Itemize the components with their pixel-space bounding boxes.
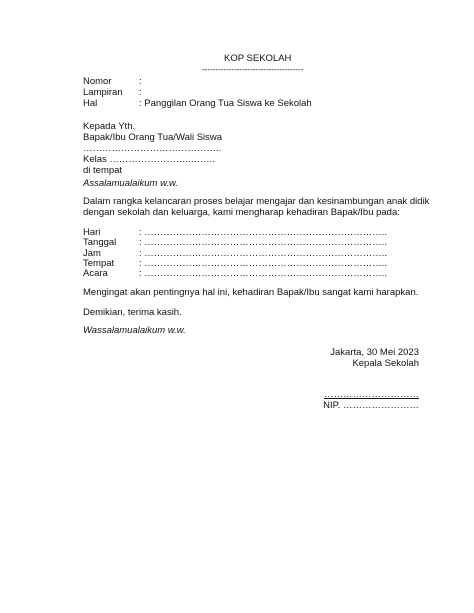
paragraph-2: Mengingat akan pentingnya hal ini, kehadiran Bapak/Ibu sangat kami harapkan. — [83, 287, 419, 298]
place-date: Jakarta, 30 Mei 2023 — [330, 347, 419, 358]
signature-name-line: ………………………… — [324, 389, 419, 400]
detail-value: : ………………………………………………………………….. — [139, 268, 388, 279]
address-line-4: Kelas ……………………..…….. — [83, 154, 215, 165]
address-line-2: Bapak/Ibu Orang Tua/Wali Siswa — [83, 132, 223, 143]
detail-label: Hari — [83, 227, 101, 238]
farewell: Wassalamualaikum w.w. — [83, 325, 186, 336]
thanks-line: Demikian, terima kasih. — [83, 307, 182, 318]
paragraph-1-line-2: dengan sekolah dan keluarga, kami mengharap kehadiran Bapak/Ibu pada: — [83, 207, 400, 218]
hal-value: : Panggilan Orang Tua Siswa ke Sekolah — [139, 98, 312, 109]
letterhead-title: KOP SEKOLAH — [224, 53, 292, 64]
detail-label: Tanggal — [83, 237, 117, 248]
address-line-1: Kepada Yth. — [83, 121, 136, 132]
nomor-label: Nomor — [83, 76, 112, 87]
lampiran-separator: : — [139, 87, 142, 98]
address-line-3: …………………………………….. — [83, 143, 222, 154]
address-line-5: di tempat — [83, 165, 123, 176]
hal-label: Hal — [83, 98, 98, 109]
detail-value: : ………………………………………………………………….. — [139, 248, 388, 259]
letterhead-rule: -------------------------------------- — [202, 65, 304, 74]
greeting: Assalamualaikum w.w. — [83, 178, 179, 189]
detail-label: Tempat — [83, 258, 115, 269]
detail-value: : ………………………………………………………………….. — [139, 258, 388, 269]
nip-line: NIP. …………………… — [323, 400, 419, 411]
detail-label: Acara — [83, 268, 108, 279]
nomor-separator: : — [139, 76, 142, 87]
paragraph-1-line-1: Dalam rangka kelancaran proses belajar mengajar dan kesinambungan anak didik — [83, 196, 430, 207]
signer-position: Kepala Sekolah — [352, 358, 419, 369]
lampiran-label: Lampiran — [83, 87, 123, 98]
detail-value: : ………………………………………………………………….. — [139, 237, 388, 248]
detail-label: Jam — [83, 248, 101, 259]
detail-value: : ………………………………………………………………….. — [139, 227, 388, 238]
